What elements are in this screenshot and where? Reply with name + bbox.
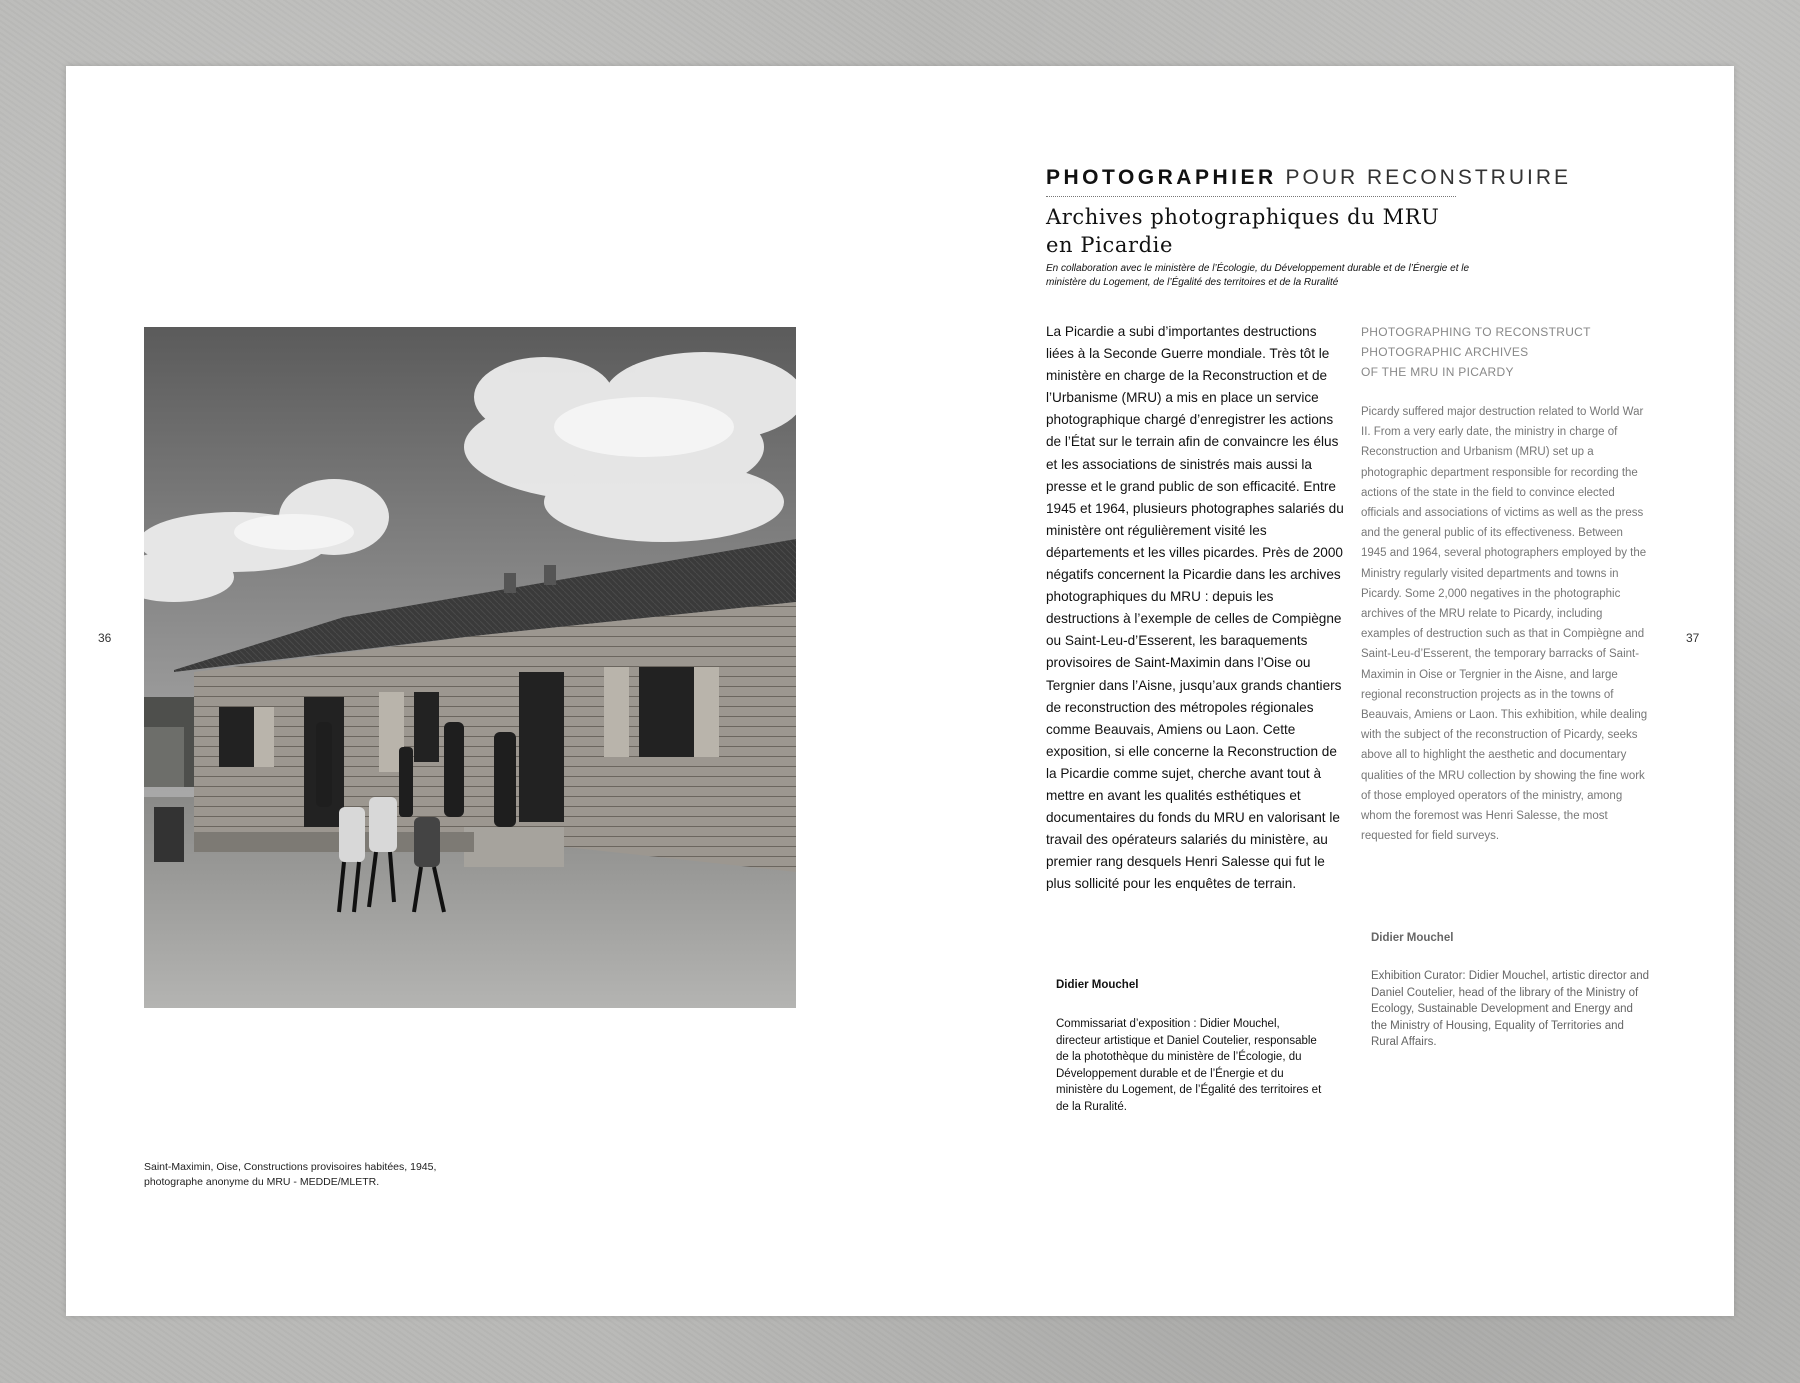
english-heading-line-1: PHOTOGRAPHING TO RECONSTRUCT — [1361, 325, 1591, 339]
page-title-light: POUR RECONSTRUIRE — [1285, 166, 1572, 189]
photo-caption-line-1: Saint-Maximin, Oise, Constructions provisoires habitées, 1945, — [144, 1161, 437, 1173]
english-heading-line-2: PHOTOGRAPHIC ARCHIVES — [1361, 345, 1529, 359]
book-spread — [66, 66, 1734, 1316]
english-heading-line-3: OF THE MRU IN PICARDY — [1361, 365, 1514, 379]
page-subtitle-line-2: en Picardie — [1046, 233, 1173, 257]
page-subtitle-line-1: Archives photographiques du MRU — [1046, 205, 1440, 229]
english-heading — [1361, 322, 1621, 382]
french-author: Didier Mouchel — [1056, 979, 1139, 991]
english-author: Didier Mouchel — [1371, 932, 1454, 944]
english-credits: Exhibition Curator: Didier Mouchel, artistic director and Daniel Coutelier, head of the library of the Ministry of Ecology, Sustainable Development and Energy and the Ministry of Housing, Equality of Territories and Rural Affairs. — [1371, 970, 1650, 1048]
photo-caption-line-2: photographe anonyme du MRU - MEDDE/MLETR. — [144, 1176, 380, 1188]
page-subtitle — [1046, 203, 1439, 259]
page-number-right: 37 — [1686, 631, 1700, 645]
english-body-text: Picardy suffered major destruction related to World War II. From a very early date, the ministry in charge of Reconstruction and Urbanism (MRU) set up a photographic department responsible for recording the actions of the state in the field to convince elected officials and associations of victims as well as the press and the general public of its effectiveness. Between 1945 and 1964, several photographers employed by the Ministry regularly visited departments and towns in Picardy. Some 2,000 negatives in the photographic archives of the MRU relate to Picardy, including examples of destruction such as that in Compiègne and Saint-Leu-d’Esserent, the temporary barracks of Saint-Maximin in Oise or Tergnier in the Aisne, and large regional reconstruction projects as in the towns of Beauvais, Amiens or Laon. This exhibition, while dealing with the subject of the reconstruction of Picardy, seeks above all to highlight the aesthetic and documentary qualities of the MRU collection by showing the fine work of those employed operators of the ministry, among whom the foremost was Henri Salesse, the most requested for field surveys. — [1361, 406, 1648, 843]
collaboration-note: En collaboration avec le ministère de l’Écologie, du Développement durable et de l’Énergie et le ministère du Logement, de l’Égalité des territoires et de la Ruralité — [1046, 263, 1470, 288]
page-title — [1046, 166, 1571, 190]
photo-caption — [144, 1160, 484, 1190]
title-divider — [1046, 196, 1456, 197]
page-number-left: 36 — [98, 631, 112, 645]
page-title-bold: PHOTOGRAPHIER — [1046, 166, 1277, 189]
french-credits: Commissariat d’exposition : Didier Mouchel, directeur artistique et Daniel Coutelier, responsable de la photothèque du ministère de l’Écologie, du Développement durable et de l’Énergie et du ministère du Logement, de l’Égalité des territoires et de la Ruralité. — [1056, 1018, 1322, 1113]
french-body-text: La Picardie a subi d’importantes destructions liées à la Seconde Guerre mondiale. Très tôt le ministère en charge de la Reconstruction et de l’Urbanisme (MRU) a mis en place un service photographique chargé d’enregistrer les actions de l’État sur le terrain afin de convaincre les élus et les associations de sinistrés mais aussi la presse et le grand public de son efficacité. Entre 1945 et 1964, plusieurs photographes salariés du ministère ont régulièrement visité les départements et les villes picardes. Près de 2000 négatifs concernent la Picardie dans les archives photographiques du MRU : depuis les destructions à l’exemple de celles de Compiègne ou Saint-Leu-d’Esserent, les baraquements provisoires de Saint-Maximin dans l’Oise ou Tergnier dans l’Aisne, jusqu’aux grands chantiers de reconstruction des métropoles régionales comme Beauvais, Amiens ou Laon. Cette exposition, si elle concerne la Reconstruction de la Picardie comme sujet, cherche avant tout à mettre en avant les qualités esthétiques et documentaires du fonds du MRU en valorisant le travail des opérateurs salariés du ministère, au premier rang desquels Henri Salesse qui fut le plus sollicité pour les enquêtes de terrain. — [1046, 324, 1344, 892]
historic-photograph — [144, 327, 796, 1008]
